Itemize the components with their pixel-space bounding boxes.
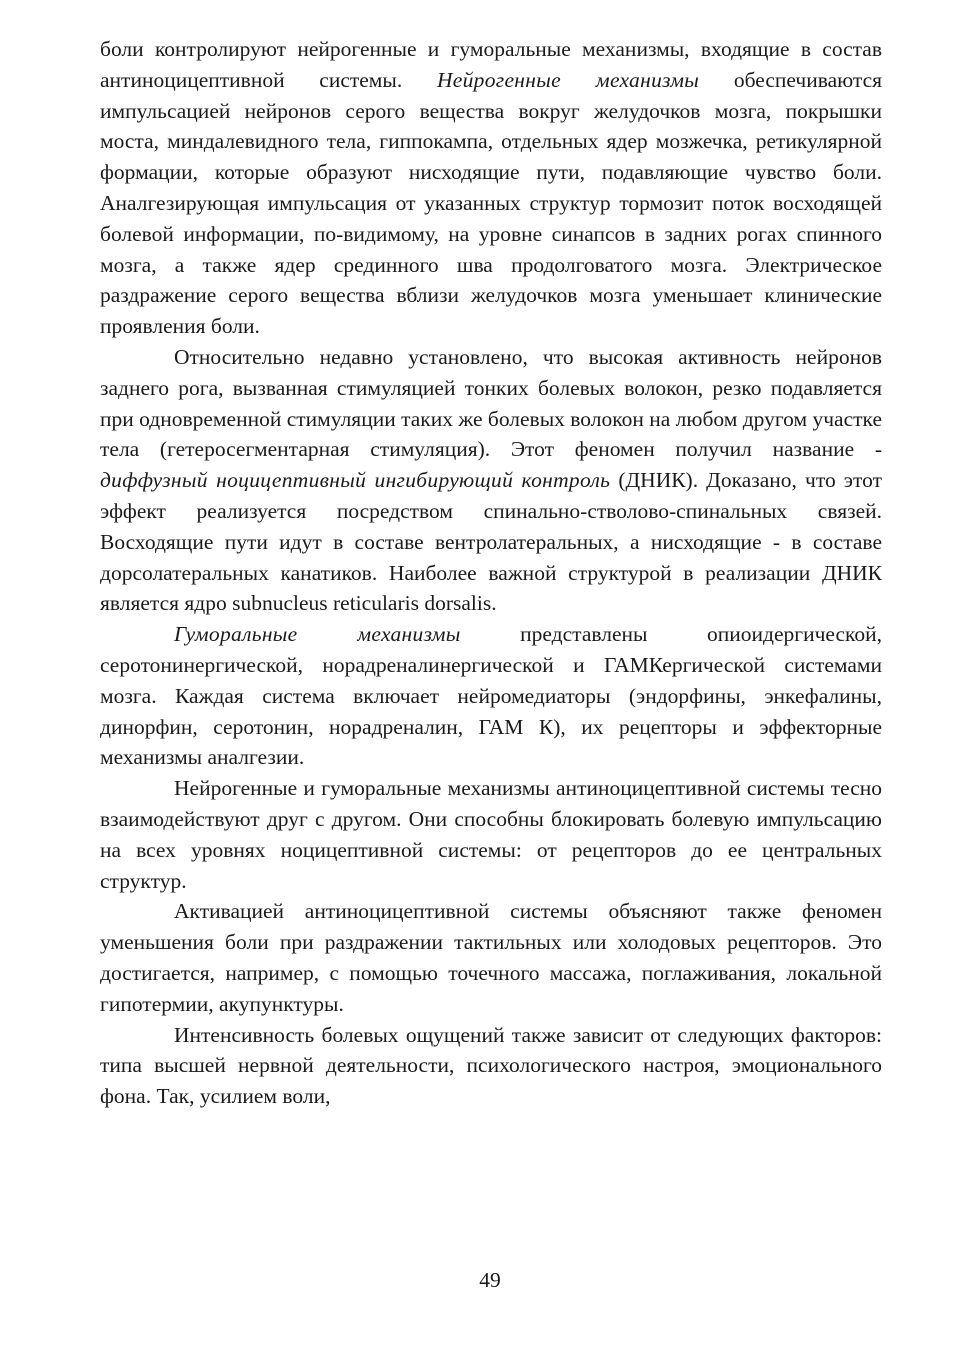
paragraph-3-text: представлены опиоидергической, серотонинергической, норадреналинергической и ГАМКергической системами мозга. Каждая система включает нейромедиаторы (эндорфины, энкефалины, динорфин, серотонин, норадреналин, ГАМ К), их рецепторы и эффекторные механизмы аналгезии.	[100, 622, 882, 770]
paragraph-6: Интенсивность болевых ощущений также зависит от следующих факторов: типа высшей нервной деятельности, психологического настроя, эмоционального фона. Так, усилием воли,	[100, 1022, 882, 1109]
paragraph-2	[100, 342, 882, 619]
paragraph-1-text-a: боли контролируют нейрогенные и гуморальные механизмы, входящие в состав антиноцицептивной системы.	[100, 37, 882, 92]
paragraph-5: Активацией антиноцицептивной системы объясняют также феномен уменьшения боли при раздражении тактильных или холодовых рецепторов. Это достигается, например, с помощью точечного массажа, поглаживания, локальной гипотермии, акупунктуры.	[100, 899, 882, 1016]
paragraph-1	[100, 34, 882, 342]
paragraph-4: Нейрогенные и гуморальные механизмы антиноцицептивной системы тесно взаимодействуют друг с другом. Они способны блокировать болевую импульсацию на всех уровнях ноцицептивной системы: от рецепторов до ее центральных структур.	[100, 776, 882, 893]
paragraph-3-italic: Гуморальные механизмы	[174, 622, 461, 647]
paragraph-1-text-b: обеспечиваются импульсацией нейронов серого вещества вокруг желудочков мозга, покрышки моста, миндалевидного тела, гиппокампа, отдельных ядер мозжечка, ретикулярной формации, которые образуют нисходящие пути, подавляющие чувство боли. Аналгезирующая импульсация от указанных структур тормозит поток восходящей болевой информации, по-видимому, на уровне синапсов в задних рогах спинного мозга, а также ядер срединного шва продолговатого мозга. Электрическое раздражение серого вещества вблизи желудочков мозга уменьшает клинические проявления боли.	[100, 67, 883, 339]
paragraph-1-italic: Нейрогенные механизмы	[436, 67, 700, 92]
page-number: 49	[479, 1268, 501, 1292]
page-body	[100, 34, 882, 1324]
paragraph-2-italic: диффузный ноцицептивный ингибирующий контроль	[100, 468, 611, 493]
paragraph-2-text-b: (ДНИК). Доказано, что этот эффект реализуется посредством спинально-стволово-спинальных связей. Восходящие пути идут в составе вентролатеральных, а нисходящие - в составе дорсолатеральных канатиков. Наиболее важной структурой в реализации ДНИК является ядро subnucleus reticularis dorsalis.	[100, 468, 882, 616]
paragraph-2-text-a: Относительно недавно установлено, что высокая активность нейронов заднего рога, вызванная стимуляцией тонких болевых волокон, резко подавляется при одновременной стимуляции таких же болевых волокон на любом другом участке тела (гетеросегментарная стимуляция). Этот феномен получил название -	[100, 344, 882, 462]
paragraph-3	[100, 619, 882, 773]
